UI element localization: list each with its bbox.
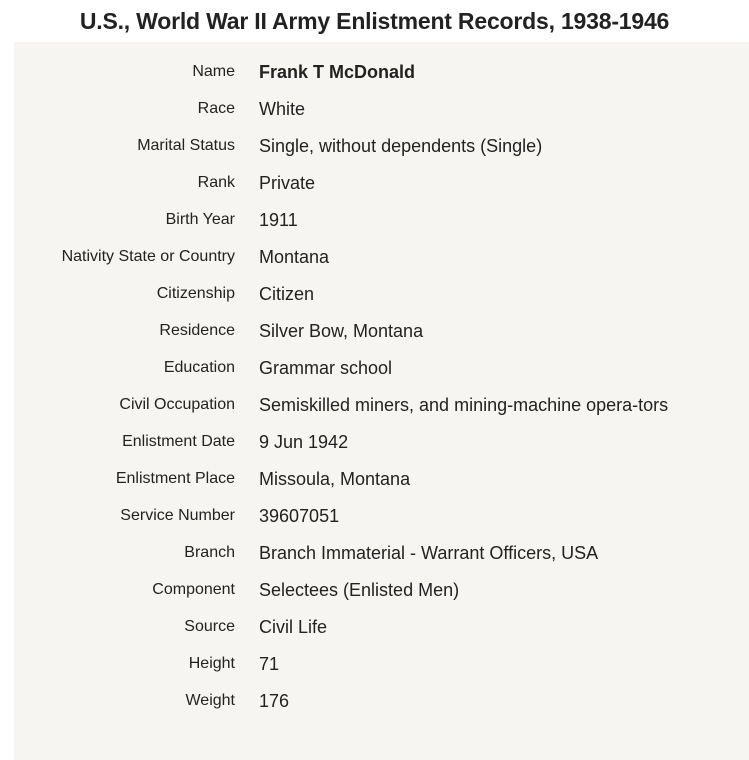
field-value-enlistment-place: Missoula, Montana	[259, 469, 411, 489]
field-label-race: Race	[197, 100, 235, 117]
field-row-education	[14, 353, 749, 390]
field-value-birth-year: 1911	[259, 210, 298, 230]
field-row-source	[14, 612, 749, 649]
record-panel	[14, 42, 749, 760]
field-row-enlistment-place	[14, 464, 749, 501]
field-label-nativity: Nativity State or Country	[61, 248, 235, 265]
field-row-component	[14, 575, 749, 612]
field-value-enlistment-date: 9 Jun 1942	[259, 432, 349, 452]
field-label-height: Height	[188, 655, 235, 672]
field-row-weight	[14, 686, 749, 723]
field-label-civil-occupation: Civil Occupation	[119, 396, 235, 413]
field-label-education: Education	[163, 359, 235, 376]
field-value-service-number: 39607051	[259, 506, 340, 526]
field-label-birth-year: Birth Year	[165, 211, 235, 228]
field-label-component: Component	[152, 581, 235, 598]
field-row-height	[14, 649, 749, 686]
field-label-branch: Branch	[184, 544, 235, 561]
field-value-name: Frank T McDonald	[259, 62, 416, 82]
field-value-education: Grammar school	[259, 358, 393, 378]
field-label-source: Source	[184, 618, 235, 635]
field-value-weight: 176	[259, 691, 290, 711]
field-value-marital-status: Single, without dependents (Single)	[259, 136, 543, 156]
field-value-height: 71	[259, 654, 280, 674]
field-value-branch: Branch Immaterial - Warrant Officers, USA	[259, 543, 599, 563]
field-row-citizenship	[14, 279, 749, 316]
field-value-source: Civil Life	[259, 617, 328, 637]
field-label-name: Name	[192, 63, 235, 80]
field-label-enlistment-date: Enlistment Date	[122, 433, 235, 450]
field-value-race: White	[259, 99, 306, 119]
field-value-citizenship: Citizen	[259, 284, 315, 304]
field-value-nativity: Montana	[259, 247, 330, 267]
field-value-component: Selectees (Enlisted Men)	[259, 580, 460, 600]
field-value-civil-occupation: Semiskilled miners, and mining-machine opera-tors	[259, 395, 669, 415]
field-label-marital-status: Marital Status	[137, 137, 235, 154]
field-row-name	[14, 57, 749, 94]
record-fields	[14, 57, 749, 723]
field-row-enlistment-date	[14, 427, 749, 464]
field-row-marital-status	[14, 131, 749, 168]
field-row-service-number	[14, 501, 749, 538]
field-label-residence: Residence	[159, 322, 235, 339]
document-title: U.S., World War II Army Enlistment Records, 1938-1946	[0, 0, 749, 42]
field-label-rank: Rank	[197, 174, 235, 191]
field-value-rank: Private	[259, 173, 316, 193]
field-value-residence: Silver Bow, Montana	[259, 321, 424, 341]
field-label-enlistment-place: Enlistment Place	[115, 470, 235, 487]
field-row-rank	[14, 168, 749, 205]
field-label-weight: Weight	[185, 692, 235, 709]
field-row-civil-occupation	[14, 390, 749, 427]
field-row-birth-year	[14, 205, 749, 242]
field-label-service-number: Service Number	[120, 507, 235, 524]
field-row-nativity	[14, 242, 749, 279]
field-label-citizenship: Citizenship	[156, 285, 235, 302]
field-row-residence	[14, 316, 749, 353]
field-row-race	[14, 94, 749, 131]
field-row-branch	[14, 538, 749, 575]
